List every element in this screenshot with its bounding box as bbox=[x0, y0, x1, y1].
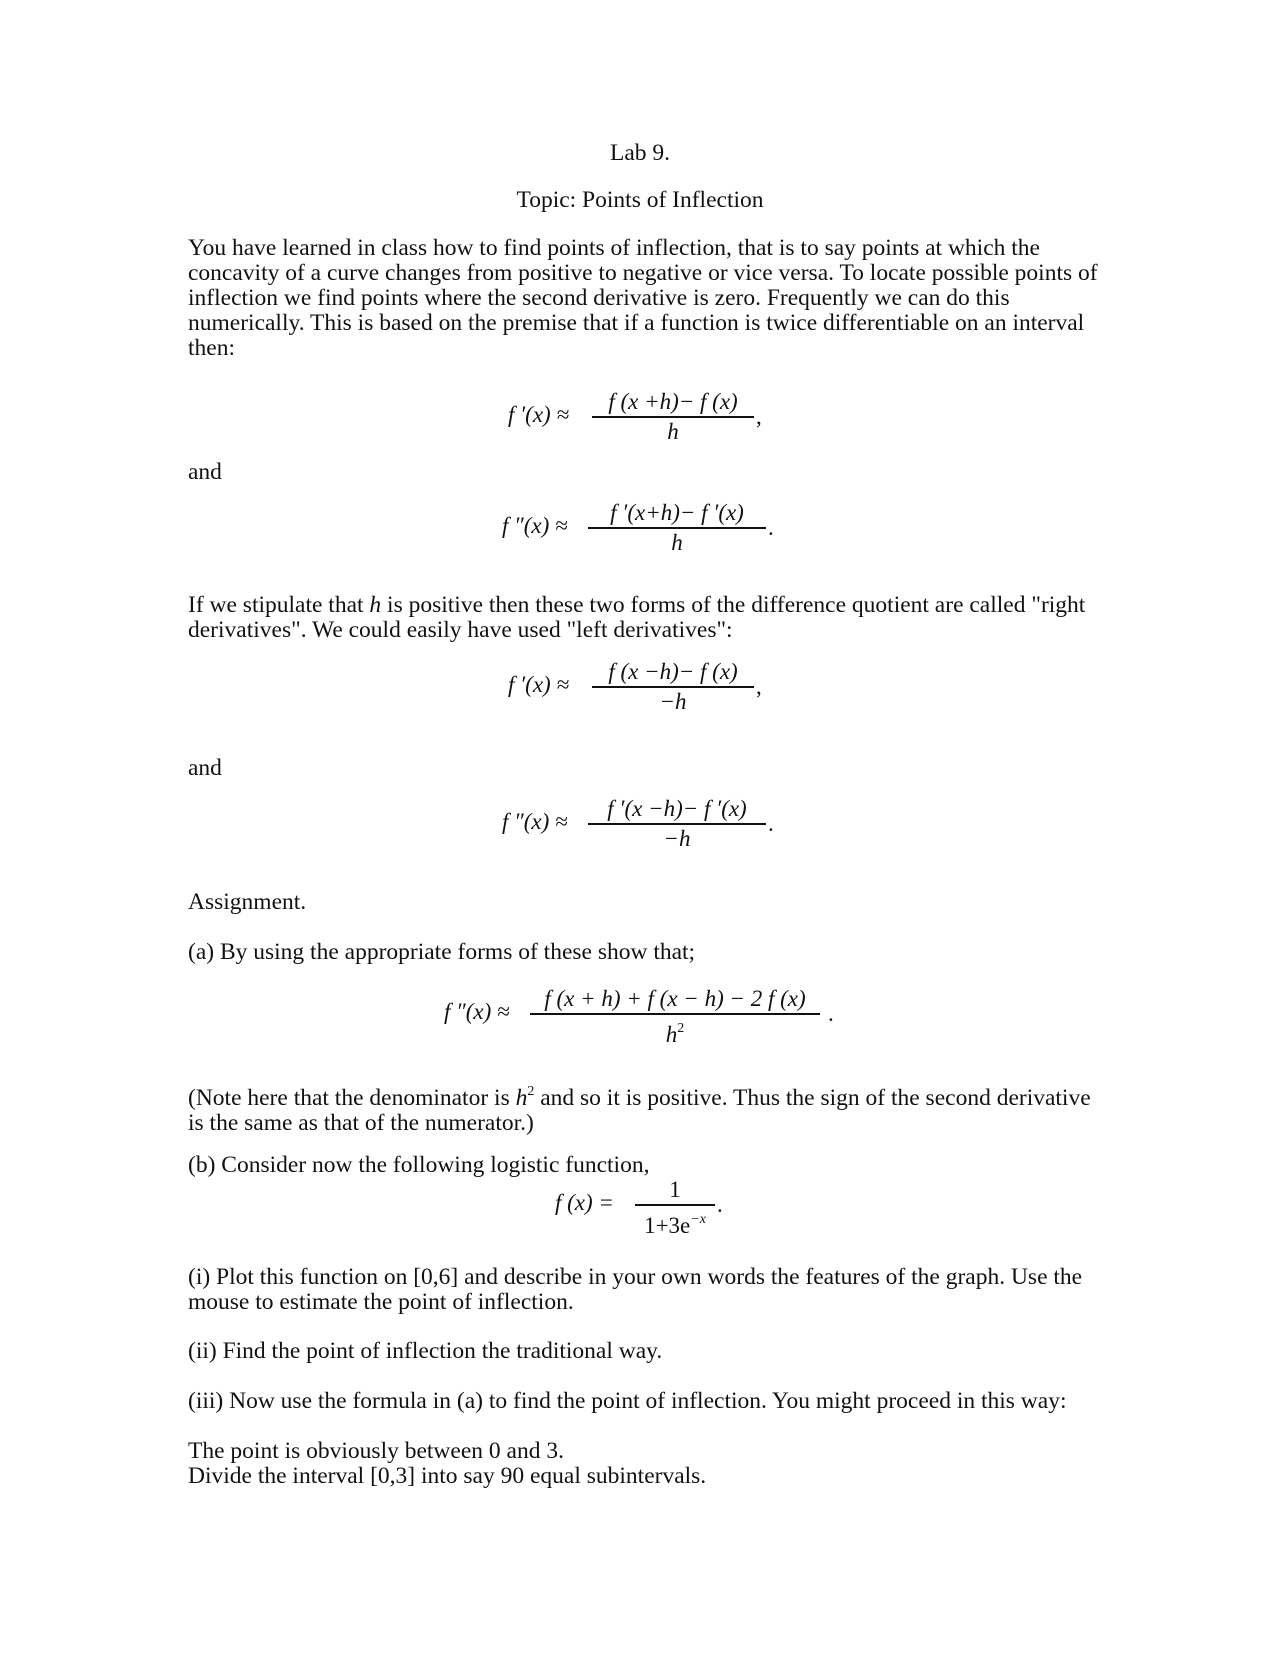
right-derivatives-paragraph bbox=[188, 593, 1098, 643]
note-pre: (Note here that the denominator is bbox=[188, 1085, 516, 1111]
part-iii-divide-line: Divide the interval [0,3] into say 90 equal subintervals. bbox=[188, 1463, 707, 1489]
eq5-den-base: h bbox=[665, 1021, 678, 1047]
part-a-text: (a) By using the appropriate forms of these show that; bbox=[188, 939, 696, 965]
eq6-den-exp: −x bbox=[690, 1211, 706, 1227]
and-label-1: and bbox=[188, 459, 222, 485]
eq1-denominator: h bbox=[667, 418, 679, 444]
right-para-post: is positive then these two forms of the difference quotient are called "right derivatives". We could easily have used "left derivatives": bbox=[188, 592, 1086, 643]
note-paragraph bbox=[188, 1079, 1098, 1136]
eq6-denominator bbox=[635, 1206, 715, 1240]
part-ii-text: (ii) Find the point of inflection the traditional way. bbox=[188, 1338, 663, 1364]
eq5-punct: . bbox=[828, 1001, 834, 1026]
eq2-fraction bbox=[588, 499, 766, 557]
eq2-denominator: h bbox=[671, 529, 683, 555]
intro-paragraph: You have learned in class how to find points of inflection, that is to say points at which the concavity of a curve changes from positive to negative or vice versa. To locate possible points of inflection we find points where the second derivative is zero. Frequently we can do this numerically. This is based on the premise that if a function is twice differentiable on an interval then: bbox=[188, 235, 1098, 361]
part-iii-between-line: The point is obviously between 0 and 3. bbox=[188, 1438, 564, 1464]
assignment-heading: Assignment. bbox=[188, 889, 307, 915]
eq4-lhs: f ″(x) ≈ bbox=[502, 809, 568, 834]
eq5-fraction bbox=[530, 985, 820, 1049]
note-var: h bbox=[515, 1085, 528, 1111]
eq3-denominator: −h bbox=[659, 688, 687, 714]
eq2-numerator: f ′(x+h)− f ′(x) bbox=[610, 500, 744, 525]
eq4-fraction bbox=[588, 795, 766, 853]
eq2-punct: . bbox=[768, 515, 774, 540]
eq5-lhs: f ″(x) ≈ bbox=[444, 999, 510, 1024]
note-exp: 2 bbox=[527, 1084, 535, 1099]
right-para-var: h bbox=[369, 592, 382, 618]
part-i-text: (i) Plot this function on [0,6] and describe in your own words the features of the graph. Use the mouse to estimate the point of inflection. bbox=[188, 1264, 1083, 1315]
page-title: Lab 9. bbox=[609, 140, 671, 166]
eq6-punct: . bbox=[717, 1192, 723, 1217]
note-post: and so it is positive. Thus the sign of the second derivative is the same as that of the numerator.) bbox=[188, 1085, 1091, 1136]
eq6-fraction bbox=[635, 1176, 715, 1240]
eq6-den-base: 1+3e bbox=[644, 1212, 691, 1238]
part-iii-text: (iii) Now use the formula in (a) to find the point of inflection. You might proceed in this way: bbox=[188, 1388, 1067, 1414]
eq1-fraction bbox=[592, 388, 754, 446]
eq5-denominator bbox=[530, 1015, 820, 1049]
eq6-lhs: f (x) = bbox=[555, 1190, 614, 1215]
eq4-numerator: f ′(x −h)− f ′(x) bbox=[607, 796, 747, 821]
and-label-2: and bbox=[188, 755, 222, 781]
eq1-lhs: f ′(x) ≈ bbox=[508, 402, 570, 427]
eq6-numerator: 1 bbox=[669, 1177, 681, 1202]
eq5-numerator: f (x + h) + f (x − h) − 2 f (x) bbox=[544, 986, 806, 1011]
eq3-lhs: f ′(x) ≈ bbox=[508, 672, 570, 697]
eq1-punct: , bbox=[756, 404, 762, 429]
eq3-fraction bbox=[592, 658, 754, 716]
eq4-denominator: −h bbox=[663, 825, 691, 851]
eq2-lhs: f ″(x) ≈ bbox=[502, 513, 568, 538]
right-para-pre: If we stipulate that bbox=[188, 592, 370, 618]
eq3-punct: , bbox=[756, 674, 762, 699]
part-b-text: (b) Consider now the following logistic function, bbox=[188, 1152, 650, 1178]
eq5-den-exp: 2 bbox=[677, 1020, 685, 1036]
eq3-numerator: f (x −h)− f (x) bbox=[608, 659, 738, 684]
eq1-numerator: f (x +h)− f (x) bbox=[608, 389, 738, 414]
eq4-punct: . bbox=[768, 811, 774, 836]
topic-heading: Topic: Points of Inflection bbox=[516, 187, 764, 213]
